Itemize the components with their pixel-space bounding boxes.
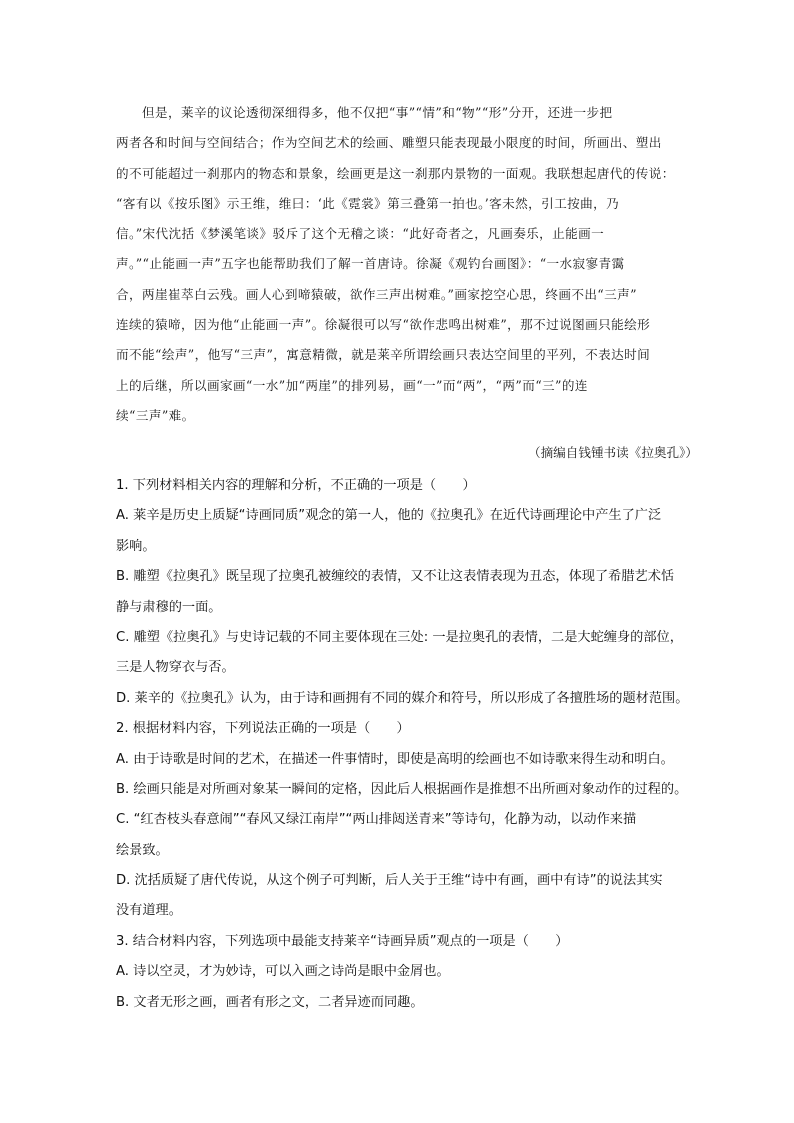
question-list: [116, 471, 716, 1018]
question-option: B. 文者无形之画，画者有形之文，二者异迹而同趣。: [116, 994, 424, 1010]
question-option: C. 雕塑《拉奥孔》与史诗记载的不同主要体现在三处: 一是拉奥孔的表情，二是大蛇缠身的部位，: [116, 629, 683, 645]
question-stem: 1. 下列材料相关内容的理解和分析，不正确的一项是（ ）: [116, 478, 476, 493]
question-option: A. 莱辛是历史上质疑“诗画同质”观念的第一人，他的《拉奥孔》在近代诗画理论中产生了广泛: [116, 508, 662, 524]
question-option: 没有道理。: [116, 903, 182, 919]
passage-line: 的不可能超过一刹那内的物态和景象，绘画更是这一刹那内景物的一面观。我联想起唐代的传说：: [116, 165, 675, 181]
question-option: B. 绘画只能是对所画对象某一瞬间的定格，因此后人根据画作是推想不出所画对象动作的过程的。: [116, 781, 688, 797]
reading-passage: [116, 98, 714, 431]
question-option: B. 雕塑《拉奥孔》既呈现了拉奥孔被缠绞的表情，又不让这表情表现为丑态，体现了希腊艺术恬: [116, 569, 675, 585]
passage-line: “客有以《按乐图》示王维，维曰：‘此《霓裳》第三叠第一拍也。’客未然，引工按曲，乃: [116, 195, 620, 211]
passage-line: 声。”“止能画一声”五字也能帮助我们了解一首唐诗。徐凝《观钓台画图》：“一水寂寥青霭: [116, 256, 625, 272]
question-option: D. 莱辛的《拉奥孔》认为，由于诗和画拥有不同的媒介和符号，所以形成了各擅胜场的题材范围。: [116, 690, 689, 706]
question-option: 影响。: [116, 538, 156, 554]
passage-source: （摘编自钱锺书读《拉奥孔》）: [527, 445, 698, 460]
passage-line: 两者各和时间与空间结合；作为空间艺术的绘画、雕塑只能表现最小限度的时间，所画出、塑出: [116, 135, 662, 151]
passage-line: 但是，莱辛的议论透彻深细得多，他不仅把“事”“情”和“物”“形”分开，还进一步把: [142, 105, 613, 120]
question-option: 静与肃穆的一面。: [116, 599, 222, 615]
passage-line: 上的后继，所以画家画“一水”加“两崖”的排列易，画“一”而“两”，“两”而“三”的连: [116, 377, 588, 393]
question-option: D. 沈括质疑了唐代传说，从这个例子可判断，后人关于王维“诗中有画，画中有诗”的说法其实: [116, 873, 663, 889]
question-option: A. 诗以空灵，才为妙诗，可以入画之诗尚是眼中金屑也。: [116, 964, 450, 980]
question-option: 三是人物穿衣与否。: [116, 660, 235, 676]
question-option: C. “红杏枝头春意闹”“春风又绿江南岸”“两山排闼送青来”等诗句，化静为动，以动作来描: [116, 812, 637, 828]
question-option: A. 由于诗歌是时间的艺术，在描述一件事情时，即使是高明的绘画也不如诗歌来得生动和明白。: [116, 751, 674, 767]
question-option: 绘景致。: [116, 842, 169, 858]
passage-line: 连续的猿啼，因为他“止能画一声”。徐凝很可以写“欲作悲鸣出树难”，那不过说图画只能绘形: [116, 317, 651, 333]
passage-line: 合，两崖崔萃白云残。画人心到啼猿破，欲作三声出树难。”画家挖空心思，终画不出“三声”: [116, 286, 637, 302]
passage-line: 信。”宋代沈括《梦溪笔谈》驳斥了这个无稽之谈：“此好奇者之，凡画奏乐，止能画一: [116, 226, 605, 242]
passage-line: 而不能“绘声”，他写“三声”，寓意精微，就是莱辛所谓绘画只表达空间里的平列，不表达时间: [116, 347, 651, 363]
passage-line: 续“三声”难。: [116, 407, 195, 423]
question-stem: 3. 结合材料内容，下列选项中最能支持莱辛“诗画异质”观点的一项是（ ）: [116, 933, 569, 949]
question-stem: 2. 根据材料内容，下列说法正确的一项是（ ）: [116, 721, 410, 737]
